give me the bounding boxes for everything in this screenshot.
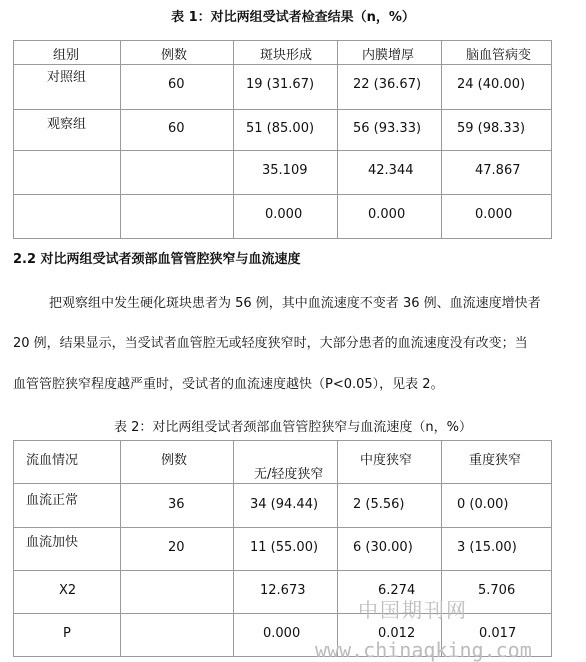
table1 bbox=[13, 40, 552, 239]
table1-row bbox=[14, 65, 552, 110]
table1-header-intima: 内膜增厚 bbox=[362, 48, 415, 63]
table1-cell: 观察组 bbox=[47, 117, 87, 132]
table1-cell: 对照组 bbox=[47, 70, 87, 85]
table1-cell: 19 (31.67) bbox=[246, 77, 315, 92]
table1-header-row bbox=[14, 41, 552, 65]
table1-cell: 60 bbox=[168, 121, 185, 136]
table2-cell: 血流加快 bbox=[26, 535, 79, 550]
table2-cell: 血流正常 bbox=[26, 493, 79, 508]
paragraph-line: 血管管腔狭窄程度越严重时，受试者的血流速度越快（P<0.05），见表 2。 bbox=[13, 377, 444, 392]
table1-row bbox=[14, 195, 552, 239]
table2-cell: 0.000 bbox=[263, 626, 301, 641]
table1-header-cerebro: 脑血管病变 bbox=[466, 48, 532, 63]
table2 bbox=[13, 440, 552, 657]
table2-header-count: 例数 bbox=[161, 453, 188, 468]
watermark-url: www.chinaqking.com bbox=[315, 638, 532, 662]
table1-cell: 51 (85.00) bbox=[246, 121, 315, 136]
table2-cell: X2 bbox=[59, 583, 77, 598]
watermark-logo: 中国期刊网 bbox=[358, 598, 468, 622]
table2-cell: 12.673 bbox=[260, 583, 306, 598]
table1-header-count: 例数 bbox=[161, 48, 188, 63]
table1-cell: 47.867 bbox=[475, 163, 521, 178]
table2-cell: 36 bbox=[168, 497, 185, 512]
table2-header-row bbox=[14, 441, 552, 484]
table1-cell: 59 (98.33) bbox=[457, 121, 526, 136]
table2-cell: 2 (5.56) bbox=[353, 497, 405, 512]
table1-row bbox=[14, 110, 552, 151]
table1-cell: 60 bbox=[168, 77, 185, 92]
table1-cell: 35.109 bbox=[262, 163, 308, 178]
table1-cell: 24 (40.00) bbox=[457, 77, 526, 92]
table2-cell: 34 (94.44) bbox=[250, 497, 319, 512]
table1-cell: 42.344 bbox=[368, 163, 414, 178]
table2-cell: 0.012 bbox=[378, 626, 416, 641]
table1-caption: 表 1：对比两组受试者检查结果（n，%） bbox=[171, 10, 415, 25]
table1-header-plaque: 斑块形成 bbox=[260, 48, 313, 63]
table2-header-moderate: 中度狭窄 bbox=[360, 453, 413, 468]
paragraph-line: 20 例，结果显示，当受试者血管腔无或轻度狭窄时，大部分患者的血流速度没有改变；当 bbox=[13, 336, 528, 351]
table1-cell: 56 (93.33) bbox=[353, 121, 422, 136]
table2-cell: 0.017 bbox=[479, 626, 517, 641]
table2-cell: P bbox=[63, 626, 71, 641]
table2-cell: 11 (55.00) bbox=[250, 540, 319, 555]
table1-cell: 0.000 bbox=[475, 207, 513, 222]
table2-header-mild: 无/轻度狭窄 bbox=[254, 467, 324, 482]
table1-cell: 0.000 bbox=[368, 207, 406, 222]
table2-cell: 6 (30.00) bbox=[353, 540, 413, 555]
table1-row bbox=[14, 151, 552, 195]
table2-row bbox=[14, 528, 552, 571]
table1-cell: 0.000 bbox=[265, 207, 303, 222]
table2-row bbox=[14, 571, 552, 614]
table1-header-group: 组别 bbox=[53, 48, 80, 63]
paragraph-line: 把观察组中发生硬化斑块患者为 56 例，其中血流速度不变者 36 例、血流速度增快者 bbox=[49, 296, 541, 311]
table2-cell: 0 (0.00) bbox=[457, 497, 509, 512]
table2-cell: 3 (15.00) bbox=[457, 540, 517, 555]
table2-header-flow: 流血情况 bbox=[26, 453, 79, 468]
table1-cell: 22 (36.67) bbox=[353, 77, 422, 92]
table2-caption: 表 2：对比两组受试者颈部血管管腔狭窄与血流速度（n，%） bbox=[114, 420, 472, 435]
table2-cell: 6.274 bbox=[378, 583, 416, 598]
table2-row bbox=[14, 484, 552, 528]
section-heading: 2.2 对比两组受试者颈部血管管腔狭窄与血流速度 bbox=[13, 252, 301, 267]
table2-header-severe: 重度狭窄 bbox=[469, 453, 522, 468]
table2-cell: 20 bbox=[168, 540, 185, 555]
table2-cell: 5.706 bbox=[478, 583, 516, 598]
